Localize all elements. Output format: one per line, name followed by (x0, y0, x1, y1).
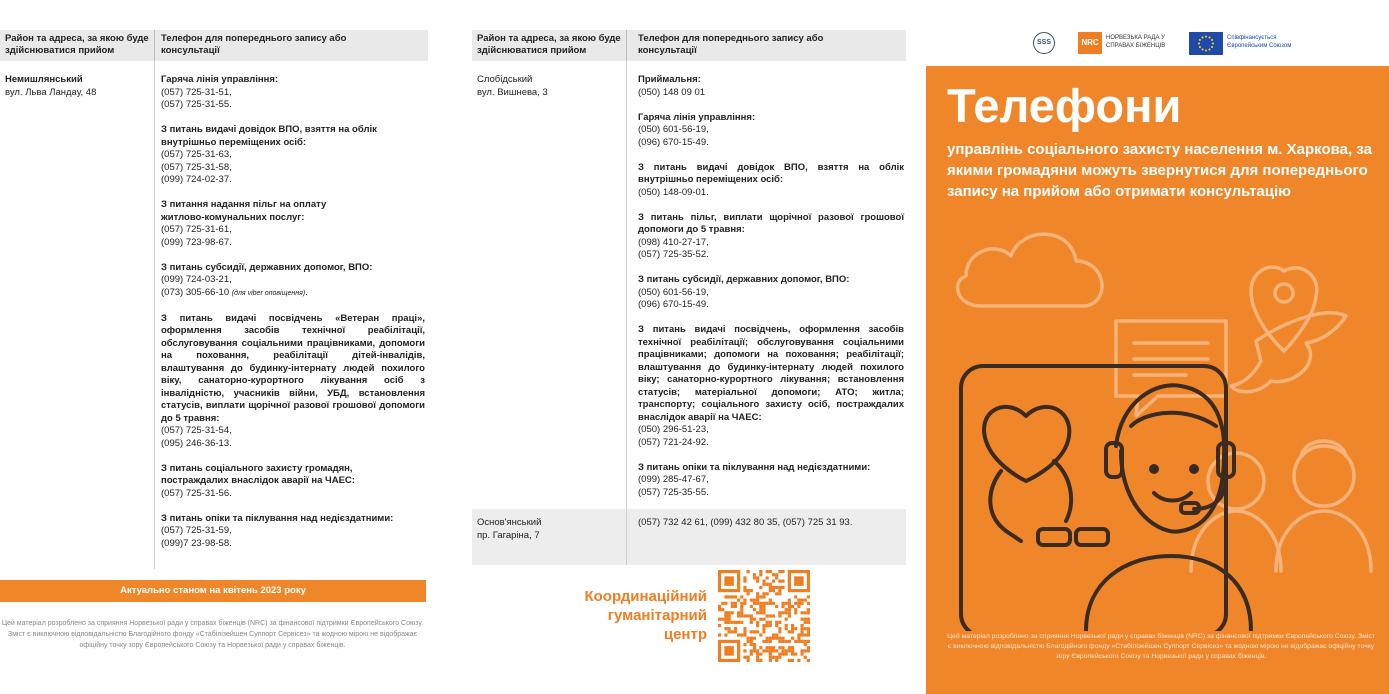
district-address: вул. Льва Ландау, 48 (5, 86, 97, 98)
logo-strip (926, 30, 1389, 60)
phone-number: (099) 724-02-37. (161, 174, 232, 185)
phone-number: (057) 725-31-59, (161, 525, 232, 536)
hand-icon (990, 471, 1021, 541)
left-panel (0, 0, 428, 694)
phone-number: (057) 725-35-52. (638, 249, 709, 260)
phone-number: (096) 670-15-49. (638, 136, 709, 148)
contact-block (161, 313, 425, 451)
viber-note: (для viber оповіщення) (231, 289, 306, 297)
district-cell (5, 74, 150, 99)
district-name: Слобідський (477, 74, 533, 85)
contacts-cell (638, 74, 904, 499)
district-name: Немишлянський (5, 74, 83, 85)
contact-topic: Гаряча лінія управління: (638, 111, 756, 123)
dove-icon (1231, 313, 1346, 392)
district-cell (477, 517, 622, 542)
phone-number: (099) 285-47-67, (638, 474, 709, 485)
contact-block (161, 124, 425, 187)
phone-number-viber (161, 287, 425, 301)
phone-number: (096) 670-15-49. (638, 299, 709, 310)
phone-number: (098) 410-27-17, (638, 236, 709, 248)
cover-subtitle: управлінь соціального захисту населення м. Харкова, за якими громадяни можуть звернутися для попереднього запису на прийом або отримати консультацію (947, 141, 1372, 200)
phone-number: (057) 725-31-61, (161, 224, 232, 235)
phone-number: (099) 432 80 35, (710, 517, 781, 528)
right-disclaimer: Цей матеріал розроблено за сприяння Норвезької ради у справах біженців (NRC) за фінансової підтримки Європейського Союзу. Зміст є виключною відповідальністю Благодійного фонду «Стабілізейшен Суппорт Сервісез» та жодною мірою не відображає офіційну точку зору Європейського Союзу та Норвезької ради у справах біженців. (947, 633, 1375, 660)
phone-number: (099) 723-98-67. (161, 236, 232, 248)
cloud-icon (958, 234, 1102, 306)
nrc-logo: NRC (1078, 32, 1102, 54)
table-row (0, 61, 428, 569)
contact-block (161, 513, 425, 551)
contacts-cell (638, 517, 904, 530)
contact-topic: З питань видачі посвідчень «Ветеран праці», оформлення засобів технічної реабілітації, обслуговування соціальними працівниками, допомоги на поховання, реабілітації дітей-інвалідів, влаштування до будинку-інтернату людей похилого віку, санаторно-курортного лікування осіб з інвалідністю, учасників війни, УБД, встановлення статусів, виплати щорічної разової грошової допомоги до 5 травня: (161, 312, 425, 424)
table-row (472, 509, 906, 565)
cover-title: Телефони (947, 79, 1182, 132)
phone-number: (050) 296-51-23, (638, 424, 709, 435)
right-panel (926, 0, 1389, 694)
table-header (472, 30, 906, 61)
contact-topic: Приймальня: (638, 74, 701, 85)
viber-phone: (073) 305-66-10 (161, 286, 230, 298)
eu-logo-text: Співфінансується Європейським Союзом (1227, 35, 1292, 49)
contact-topic: З питань видачі посвідчень, оформлення засобів технічної реабілітації; обслуговування соціальними працівниками; допомоги на поховання; реабілітації; влаштування до будинку-інтернату людей похилого віку; санаторно-курортного лікування; встановлення статусів; матеріальної допомоги; АТО; житла; транспорту; соціального захисту осіб, постраждалих внаслідок аварії на ЧАЕС: (638, 324, 904, 423)
contact-block (638, 274, 904, 312)
phone-number: (099) 724-03-21, (161, 274, 232, 285)
phone-number: (057) 725-35-55. (638, 486, 709, 498)
phone-number: (057) 725-31-56. (161, 487, 232, 499)
contact-block (638, 162, 904, 200)
contact-topic: З питань пільг, виплати щорічної разової грошової допомоги до 5 травня: (638, 211, 904, 235)
left-disclaimer: Цей матеріал розроблено за сприяння Норвезької ради у справах біженців (NRC) за фінансової підтримки Європейського Союзу. Зміст є виключною відповідальністю Благодійного фонду «Стабілізейшен Суппорт Сервісез» та жодною мірою не відображає офіційну точку зору Європейського Союзу та Норвезької ради у справах біженців. (1, 620, 424, 649)
contact-block (638, 462, 904, 500)
contact-topic: З питань соціального захисту громадян, постраждалих внаслідок аварії на ЧАЕС: (161, 462, 355, 486)
status-bar: Актуально станом на квітень 2023 року (0, 580, 426, 602)
district-name: Основ'янський (477, 517, 542, 528)
phone-number: (095) 246-36-13. (161, 437, 232, 449)
viber-end: . (305, 286, 308, 298)
contact-block (638, 74, 904, 99)
phone-number: (050) 601-56-19, (638, 124, 709, 135)
contact-topic: Гаряча лінія управління: (161, 74, 279, 85)
button-shape (1038, 529, 1070, 545)
phone-number: (050) 601-56-19, (638, 286, 709, 298)
contact-topic: З питання надання пільг на оплату житлово-комунальних послуг: (161, 199, 327, 223)
heart-icon (984, 407, 1069, 481)
phone-number: (099)7 23-98-58. (161, 537, 232, 549)
cover-panel (926, 66, 1389, 694)
contact-block (638, 212, 904, 262)
contact-topic: З питань опіки та піклування над недієздатними: (638, 461, 871, 473)
eu-flag-logo (1189, 32, 1223, 55)
contact-block (161, 199, 425, 249)
phone-number: (050) 148 09 01 (638, 86, 706, 98)
nrc-logo-text: НОРВЕЗЬКА РАДА У СПРАВАХ БІЖЕНЦІВ (1106, 35, 1166, 49)
coordination-center-title: Координаційний гуманітарний центр (584, 588, 707, 643)
sss-logo: SSS (1033, 32, 1055, 54)
contact-block (638, 112, 904, 150)
table-header (0, 30, 428, 61)
phone-number: (057) 725-31-58, (161, 161, 232, 173)
col1-header: Район та адреса, за якою буде здійснюватися прийом (477, 33, 621, 56)
phone-number: (057) 725-31-63, (161, 149, 232, 160)
phone-number: (057) 721-24-92. (638, 436, 709, 448)
contact-topic: З питань видачі довідок ВПО, взяття на облік внутрішньо переміщених осіб: (161, 124, 377, 148)
phone-number: (057) 725-31-54, (161, 425, 232, 436)
contact-block (161, 463, 425, 501)
phone-number: (057) 732 42 61, (638, 517, 708, 528)
col2-header: Телефон для попереднього запису або консультації (638, 33, 824, 56)
contacts-cell (161, 74, 425, 550)
qr-code-icon[interactable] (718, 570, 810, 662)
contact-topic: З питань опіки та піклування над недієздатними: (161, 512, 394, 524)
district-address: пр. Гагаріна, 7 (477, 529, 540, 541)
phone-number: (057) 725-31-55. (161, 99, 232, 110)
contact-topic: З питань субсидії, державних допомог, ВПО: (161, 261, 373, 273)
contact-block (161, 262, 425, 301)
phone-number: (050) 148-09-01. (638, 186, 709, 198)
contact-topic: З питань субсидії, державних допомог, ВПО: (638, 274, 850, 285)
table-row (472, 61, 906, 509)
district-address: вул. Вишнева, 3 (477, 86, 548, 98)
phone-number: (057) 725 31 93. (782, 517, 853, 528)
contact-block (638, 324, 904, 449)
col2-header: Телефон для попереднього запису або консультації (161, 33, 347, 56)
contact-topic: З питань видачі довідок ВПО, взяття на облік внутрішньо переміщених осіб: (638, 161, 904, 185)
col1-header: Район та адреса, за якою буде здійснюватися прийом (5, 33, 149, 56)
call-center-illustration (926, 211, 1389, 631)
contact-block (161, 74, 425, 112)
phone-number: (057) 725-31-51, (161, 86, 232, 98)
middle-panel (472, 0, 906, 694)
district-cell (477, 74, 622, 99)
